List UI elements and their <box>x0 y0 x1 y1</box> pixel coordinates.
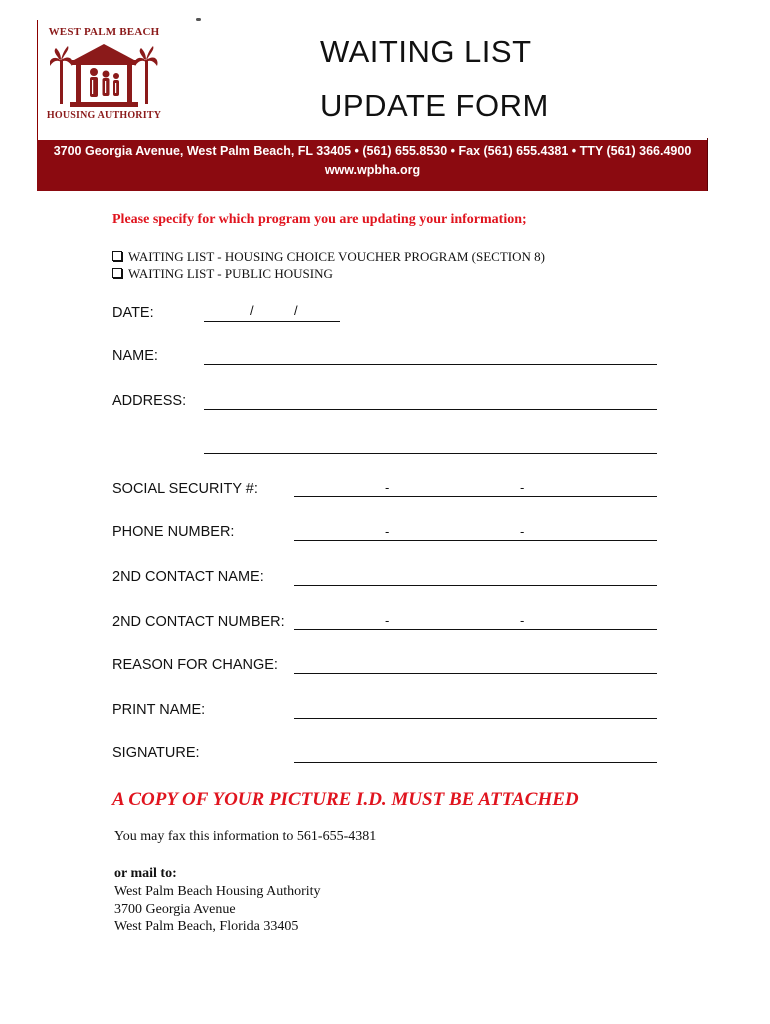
ssn-label: SOCIAL SECURITY #: <box>112 481 258 497</box>
checkbox-public-housing[interactable] <box>112 268 122 278</box>
date-field[interactable] <box>204 321 340 322</box>
date-label: DATE: <box>112 305 154 321</box>
mail-address-line3: West Palm Beach, Florida 33405 <box>114 919 299 934</box>
contact-banner <box>37 140 708 191</box>
mail-address-line1: West Palm Beach Housing Authority <box>114 884 321 899</box>
mail-address-line2: 3700 Georgia Avenue <box>114 902 236 917</box>
program-option-label: WAITING LIST - HOUSING CHOICE VOUCHER PROGRAM (SECTION 8) <box>128 249 545 264</box>
logo-emblem-icon <box>50 38 158 112</box>
address-field-line2[interactable] <box>204 453 657 454</box>
contact-number-label: 2ND CONTACT NUMBER: <box>112 614 285 630</box>
banner-edge <box>707 138 708 191</box>
date-separator: / <box>250 303 254 318</box>
banner-website: www.wpbha.org <box>324 163 421 177</box>
contact-name-label: 2ND CONTACT NAME: <box>112 569 264 585</box>
checkbox-section8[interactable] <box>112 251 122 261</box>
phone-label: PHONE NUMBER: <box>112 524 235 540</box>
ssn-field[interactable] <box>294 496 657 497</box>
signature-label: SIGNATURE: <box>112 745 200 761</box>
form-title-line2: UPDATE FORM <box>320 88 549 123</box>
print-name-field[interactable] <box>294 718 657 719</box>
logo-bottom-text: HOUSING AUTHORITY <box>46 110 162 121</box>
date-separator: / <box>294 303 298 318</box>
id-notice: A COPY OF YOUR PICTURE I.D. MUST BE ATTACHED <box>112 789 579 810</box>
banner-address: 3700 Georgia Avenue, West Palm Beach, FL 33405 • (561) 655.8530 • Fax (561) 655.4381 • TTY (561) 366.4900 <box>53 144 692 158</box>
contact-number-field[interactable] <box>294 629 657 630</box>
phone-field[interactable] <box>294 540 657 541</box>
contact-name-field[interactable] <box>294 585 657 586</box>
program-prompt: Please specify for which program you are updating your information; <box>112 212 527 227</box>
phone-dash: - <box>385 524 390 539</box>
contact-number-dash: - <box>520 613 525 628</box>
decorative-mark <box>196 18 201 21</box>
signature-field[interactable] <box>294 762 657 763</box>
fax-instructions: You may fax this information to 561-655-4381 <box>114 829 377 844</box>
ssn-dash: - <box>385 480 390 495</box>
form-title-line1: WAITING LIST <box>320 34 532 69</box>
program-option-public-housing[interactable] <box>112 266 333 282</box>
address-field-line1[interactable] <box>204 409 657 410</box>
ssn-dash: - <box>520 480 525 495</box>
header-left-rule <box>37 20 38 140</box>
mail-label: or mail to: <box>114 866 177 881</box>
name-field[interactable] <box>204 364 657 365</box>
name-label: NAME: <box>112 348 158 364</box>
reason-field[interactable] <box>294 673 657 674</box>
wpbha-logo <box>44 26 164 126</box>
print-name-label: PRINT NAME: <box>112 702 206 718</box>
program-option-section8[interactable] <box>112 249 545 265</box>
logo-top-text: WEST PALM BEACH <box>48 26 160 38</box>
phone-dash: - <box>520 524 525 539</box>
address-label: ADDRESS: <box>112 393 187 409</box>
contact-number-dash: - <box>385 613 390 628</box>
reason-label: REASON FOR CHANGE: <box>112 657 278 673</box>
program-option-label: WAITING LIST - PUBLIC HOUSING <box>128 266 333 281</box>
